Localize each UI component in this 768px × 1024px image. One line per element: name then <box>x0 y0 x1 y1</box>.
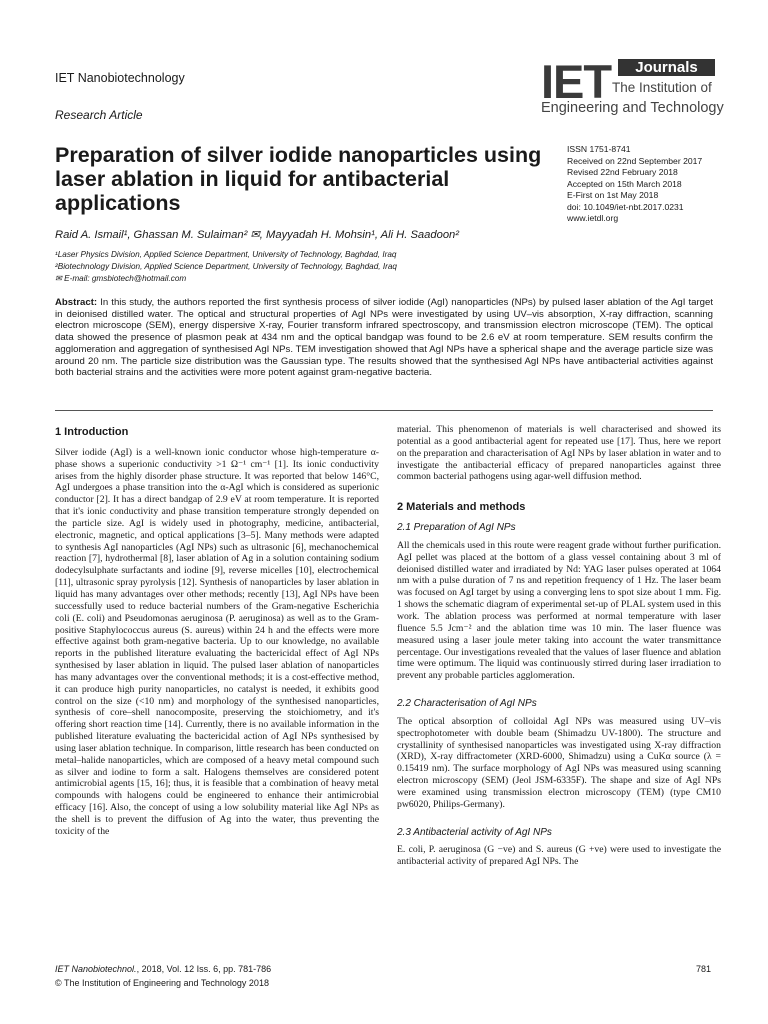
characterisation-paragraph: The optical absorption of colloidal AgI NPs was measured using UV–vis spectrophotometer with double beam (Shimadzu UV-1800). The structure and crystallinity of synthesised nanoparticles was investigated using X-ray diffraction (XRD), X-ray diffractometer (XRD-6000, Shimadzu) using a CuKα source (λ = 0.15419 nm). The surface morphology of AgI NPs was measured using scanning electron microscopy (SEM) (Jeol JSM-6335F). The shape and size of AgI NPs were examined using transmission electron microscopy (TEM) (type CM10 pw6020, Philips-Germany). <box>397 715 721 810</box>
introduction-continued: material. This phenomenon of materials is well characterised and showed its potential as a good antibacterial agent for repeated use [17]. Thus, here we report on the preparation and characterisation of AgI NPs by laser ablation in water and to investigate the antibacterial efficacy of prepared nanoparticles against three common bacterial pathogens using agar-well diffusion method. <box>397 424 721 483</box>
revised-date: Revised 22nd February 2018 <box>567 167 678 177</box>
abstract-label: Abstract: <box>55 297 98 308</box>
footer-citation <box>55 964 271 974</box>
logo-institution-line1: The Institution of <box>612 80 712 95</box>
affiliation-2: ²Biotechnology Division, Applied Science Department, University of Technology, Baghdad, Iraq <box>55 262 397 271</box>
page-number: 781 <box>696 964 712 974</box>
logo-institution-line2: Engineering and Technology <box>541 100 724 116</box>
section-heading-introduction: 1 Introduction <box>55 426 129 438</box>
corresponding-email: ✉ E-mail: gmsbiotech@hotmail.com <box>55 274 187 283</box>
preparation-paragraph: All the chemicals used in this route were reagent grade without further purification. AgI pellet was placed at the bottom of a glass vessel containing about 3 ml of deionised distilled water and irradiated by Nd: YAG laser pulses operated at 1064 nm with a pulse duration of 7 ns and repetition frequency of 1 Hz. The laser beam was focused on AgI target by using a converging lens to spot size about 1 mm. Fig. 1 shows the schematic diagram of experimental set-up of PLAL system used in this work. The ablation process was performed at normal temperature with laser fluence 5.5 Jcm⁻² and the ablation time was 10 min. The laser fluence was measured using a laser joule meter taking into account the water transmittance percentage. Our investigations revealed that the values of laser fluence and ablation time were optimum. The liquid was continuously stirred during laser irradiation to prevent any probable particles agglomeration. <box>397 539 721 682</box>
accepted-date: Accepted on 15th March 2018 <box>567 178 682 189</box>
efirst-date: E-First on 1st May 2018 <box>567 190 659 200</box>
logo-mark: IET <box>541 55 612 108</box>
introduction-paragraph: Silver iodide (AgI) is a well-known ionic conductor whose high-temperature α-phase shows a superionic conductivity >1 Ω⁻¹ cm⁻¹ [1]. Its ionic conductivity arises from the highly disorder phase structure. It was reported that below 146°C, AgI undergoes a phase transition into the α-AgI which is considered as superionic conductor [2]. It has a direct bandgap of 2.9 eV at room temperature. It is reported that it's ionic conductivity and phase transition temperature strongly depended on the particle size. AgI is widely used in photography, medicine, antibacterial, electronic, magnetic, and optical applications [3–5]. Many methods were adapted to synthesis AgI nanoparticles (AgI NPs) such as ultrasonic [6], mechanochemical reaction [7], hydrothermal [8], laser ablation of Ag in a solution containing sodium dodecylsulphate surfactants and iodine [9], reverse micelles [10], electrochemical [11], ultrasonic spray pyrolysis [12]. Synthesis of nanoparticles by laser ablation in liquid has many advantages over other methods; recently [13], AgI NPs have been successfully used to reduce bacterial numbers of the Gram-negative Escherichia coli (E. coli) and Pseudomonas aeruginosa (P. aeruginosa) as well as to the Gram-positive Staphylococcus aureus (S. aureus) within 24 h and the effects were more effective against both gram-negative bacteria. Up to our knowledge, no available reports in the published literature evaluating the bactericidal effect of AgI NPs synthesised by laser ablation in liquid. The pulsed laser ablation of nanoparticles has many advantages over the conventional methods; it is a cost-effective method, it can produce high purity nanoparticles, no catalyst is needed, it exhibits good control on the size (<10 nm) and morphology of the synthesised nanoparticles, synthesis of core–shell nanocomposite, preserving the stoichiometry, and it's offering short reaction time [14]. Currently, there is no available information in the published literature evaluating the bactericidal action of AgI NPs synthesised by using laser ablation technique. In comparison, little research has been conducted on metal–halide nanoparticles, which are composed of a heavy metal compound such as silver and iodine to form a salt. Halogens themselves are considered potent antimicrobial agents [15, 16]; thus, it is feasible that a combination of heavy metal compounds with halogens could be engineered to enhance their antimicrobial efficacy [16]. Also, the concept of using a low solubility material like AgI NPs as the shell is to prevent the diffusion of Ag into the water, thus preventing the toxicity of the <box>55 446 379 837</box>
abstract <box>55 297 713 379</box>
abstract-divider <box>55 410 713 411</box>
article-title: Preparation of silver iodide nanoparticles using laser ablation in liquid for antibacterial applications <box>55 143 542 215</box>
author-list: Raid A. Ismail¹, Ghassan M. Sulaiman² ✉, Mayyadah H. Mohsin¹, Ali H. Saadoon² <box>55 229 459 241</box>
iet-journals-logo <box>541 55 724 121</box>
antibacterial-paragraph: E. coli, P. aeruginosa (G −ve) and S. aureus (G +ve) were used to investigate the antibacterial activity of prepared AgI NPs. The <box>397 844 721 868</box>
abstract-text: In this study, the authors reported the first synthesis process of silver iodide (AgI) nanoparticles (NPs) by pulsed laser ablation of the AgI target in deionised distilled water. The optical and structural properties of AgI NPs were investigated by using UV–vis absorption, X-ray diffraction, scanning electron microscope (SEM), energy dispersive X-ray, Fourier transform infrared spectroscopy, and transmission electron microscope (TEM). The optical data showed the presence of plasmon peak at 434 nm and the optical bandgap was found to be 2.6 eV at room temperature. SEM results confirm the agglomeration and aggregation of synthesised AgI NPs. TEM investigation showed that AgI NPs have a spherical shape and the average particle size was around 20 nm. The particle size distribution was the Gaussian type. The results showed that the synthesised AgI NPs have antibacterial activities against both bacterial strains and the activities were more potent against gram-negative bacteria. <box>55 297 714 379</box>
subsection-heading-characterisation: 2.2 Characterisation of AgI NPs <box>397 698 537 710</box>
left-column <box>55 424 379 838</box>
article-type: Research Article <box>55 108 143 122</box>
right-column <box>397 424 721 868</box>
affiliations <box>55 249 397 285</box>
journal-name: IET Nanobiotechnology <box>55 71 185 85</box>
article-meta <box>567 144 702 225</box>
issn: ISSN 1751-8741 <box>567 144 631 154</box>
journal-url: www.ietdl.org <box>567 213 619 223</box>
subsection-heading-antibacterial: 2.3 Antibacterial activity of AgI NPs <box>397 826 552 838</box>
received-date: Received on 22nd September 2017 <box>567 155 703 166</box>
footer-copyright: © The Institution of Engineering and Technology 2018 <box>55 978 269 988</box>
subsection-heading-preparation: 2.1 Preparation of AgI NPs <box>397 522 516 534</box>
footer-journal-abbrev: IET Nanobiotechnol. <box>55 964 137 974</box>
doi: doi: 10.1049/iet-nbt.2017.0231 <box>567 201 684 212</box>
logo-journals-label: Journals <box>618 59 715 76</box>
section-heading-materials-methods: 2 Materials and methods <box>397 501 526 514</box>
affiliation-1: ¹Laser Physics Division, Applied Science Department, University of Technology, Baghdad, Iraq <box>55 250 397 259</box>
footer-volume-pages: , 2018, Vol. 12 Iss. 6, pp. 781-786 <box>136 964 272 974</box>
